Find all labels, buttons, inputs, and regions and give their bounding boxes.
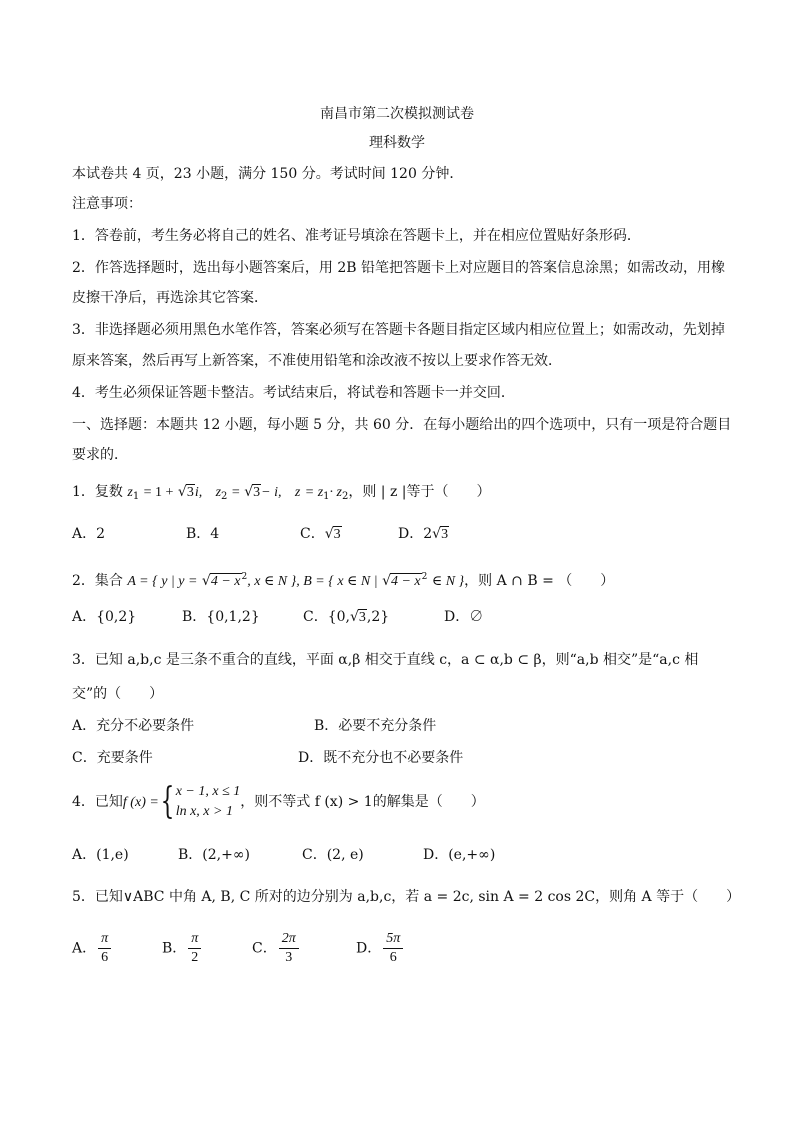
q1-option-a: A．2 (72, 526, 106, 542)
q2-option-b: B．{0,1,2} (182, 609, 260, 625)
note-3-line-1: 3．非选择题必须用黑色水笔作答，答案必须写在答题卡各题目指定区域内相应位置上；如需改动，先划掉 (72, 322, 725, 338)
question-3-line-2: 交”的（ ） (72, 686, 164, 702)
q5-option-a: A． $\frac{\pi}{6}$ (72, 930, 113, 967)
q4-case-1: x − 1, x ≤ 1 (175, 784, 241, 799)
note-2-line-1: 2．作答选择题时，选出每小题答案后，用 2B 铅笔把答题卡上对应题目的答案信息涂黑；如需改动，用橡 (72, 260, 726, 276)
exam-subtitle: 理科数学 (369, 135, 425, 151)
note-3-line-2: 原来答案，然后再写上新答案，不准使用铅笔和涂改液不按以上要求作答无效． (72, 353, 562, 369)
question-4: 4．已知f (x) ={ x − 1, x ≤ 1 ln x, x > 1 ，则不等式 f (x) > 1的解集是（ ） (72, 781, 485, 822)
q1-minus-i: − i, (261, 485, 282, 500)
exam-title: 南昌市第二次模拟测试卷 (320, 106, 474, 122)
q1-z: z (294, 485, 301, 500)
q1-option-d: D．2√3 (398, 526, 449, 542)
q3-option-a: A．充分不必要条件 (72, 718, 195, 734)
q5-option-c: C． $\frac{2\pi}{3}$ (252, 930, 301, 967)
q2-set-a: A = { y | y = (127, 574, 198, 589)
note-1: 1．答卷前，考生务必将自己的姓名、准考证号填涂在答题卡上，并在相应位置贴好条形码． (72, 228, 641, 244)
q4-case-2: ln x, x > 1 (175, 804, 233, 819)
q3-option-c: C．充要条件 (72, 750, 153, 766)
section-heading-line-2: 要求的． (72, 447, 128, 463)
q4-option-a: A．(1,e) (72, 847, 129, 863)
q1-eq3: = z (304, 485, 324, 500)
q1-i1: i, (194, 485, 203, 500)
q1-option-b: B．4 (186, 526, 220, 542)
q3-option-d: D．既不充分也不必要条件 (298, 750, 464, 766)
q2-option-a: A．{0,2} (72, 609, 137, 625)
q1-eq1: = 1 + (143, 485, 174, 500)
q1-rad1: 3 (186, 485, 194, 500)
q1-prefix: 1．复数 (72, 484, 123, 500)
intro-text: 本试卷共 4 页，23 小题，满分 150 分。考试时间 120 分钟． (72, 166, 464, 182)
q1-z2: z (215, 485, 222, 500)
q5-option-d: D． $\frac{5\pi}{6}$ (356, 930, 405, 967)
q1-option-c: C．√3 (300, 526, 341, 542)
q3-option-b: B．必要不充分条件 (314, 718, 437, 734)
q1-eq2: = (231, 485, 240, 500)
question-5: 5．已知∨ABC 中角 A, B, C 所对的边分别为 a,b,c，若 a = 2c, sin A = 2 cos 2C，则角 A 等于（ ） (72, 889, 741, 905)
q4-option-b: B．(2,+∞) (178, 847, 250, 863)
q5-option-b: B． $\frac{\pi}{2}$ (162, 930, 203, 967)
note-4: 4．考生必须保证答题卡整洁。考试结束后，将试卷和答题卡一并交回． (72, 385, 515, 401)
notes-heading: 注意事项： (72, 196, 142, 212)
section-heading-line-1: 一、选择题：本题共 12 小题，每小题 5 分，共 60 分．在每小题给出的四个选项中，只有一项是符合题目 (72, 417, 732, 433)
question-2: 2．集合 A = { y | $y = √4 - x^2$, x ∈ N }, B = { x ∈ N | $√4 - x^2$ ∈ N }，则 A ∩ B = （ ） (72, 572, 615, 589)
q2-option-c: C．{0,√3,2} (303, 609, 390, 625)
question-3-line-1: 3．已知 a,b,c 是三条不重合的直线，平面 α,β 相交于直线 c，a ⊂ α,b ⊂ β，则“a,b 相交”是“a,c 相 (72, 652, 699, 668)
q2-option-d: D．∅ (444, 609, 484, 625)
question-1: 1．复数 $z_1 = 1 + √3i$, $z_2 = √3- i$, $z = z_1\cdot z_2$，则 | z |等于（ ） (72, 484, 491, 502)
q4-option-d: D．(e,+∞) (423, 847, 496, 863)
note-2-line-2: 皮擦干净后，再选涂其它答案． (72, 290, 268, 306)
q1-rad2: 3 (253, 485, 261, 500)
q4-option-c: C．(2, e) (302, 847, 364, 863)
q1-mid: ，则 | z |等于（ ） (348, 484, 491, 500)
q1-dot: · z (329, 485, 342, 500)
q1-z1: z (127, 485, 133, 500)
